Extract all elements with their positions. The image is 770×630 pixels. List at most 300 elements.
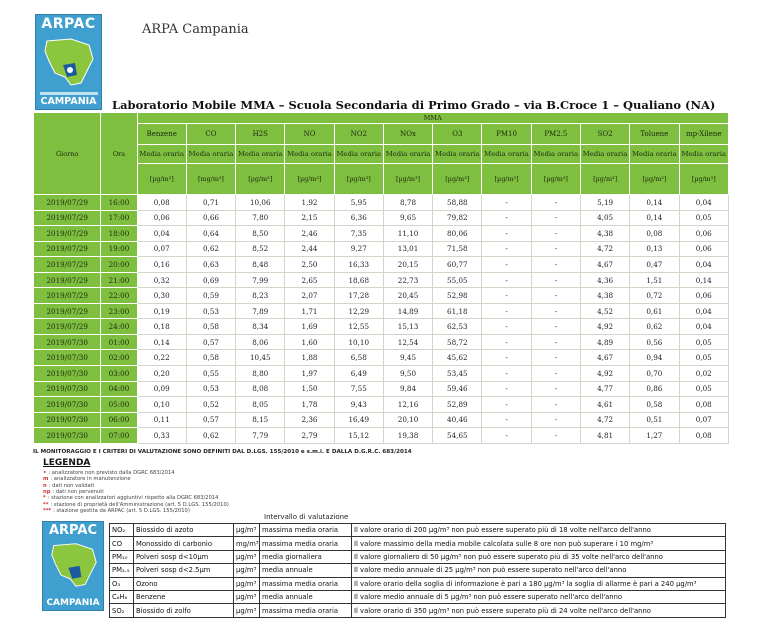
- value-cell: 16,49: [334, 412, 383, 428]
- logo-small-bottom-text: CAMPANIA: [46, 598, 100, 608]
- table-row: [34, 428, 729, 444]
- limit-desc-cell: Il valore orario di 350 µg/m³ non può essere superato più di 24 volte nell'arco dell'anno: [352, 604, 726, 617]
- value-cell: 10,06: [236, 195, 285, 211]
- value-cell: 2,07: [285, 288, 334, 304]
- value-cell: 0,06: [679, 226, 729, 242]
- value-cell: 0,05: [679, 381, 729, 397]
- value-cell: 0,14: [679, 272, 729, 288]
- limit-row: [110, 604, 726, 617]
- table-row: [34, 241, 729, 257]
- value-cell: 0,05: [679, 334, 729, 350]
- value-cell: -: [482, 412, 531, 428]
- legend-text: : stazione gestita da ARPAC (art. 5 D.LGS. 155/2010): [53, 507, 190, 514]
- value-cell: 7,89: [236, 303, 285, 319]
- value-cell: 0,61: [630, 303, 679, 319]
- value-cell: 9,65: [383, 210, 432, 226]
- table-row: [34, 272, 729, 288]
- limit-name-cell: Monossido di carbonio: [134, 537, 234, 550]
- value-cell: 0,05: [679, 210, 729, 226]
- value-cell: 52,89: [433, 397, 482, 413]
- value-cell: 10,45: [236, 350, 285, 366]
- hour-cell: 05:00: [101, 397, 137, 413]
- value-cell: 0,69: [186, 272, 235, 288]
- interval-title: Intervallo di valutazione: [264, 513, 349, 521]
- hour-cell: 01:00: [101, 334, 137, 350]
- value-cell: 0,94: [630, 350, 679, 366]
- table-row: [34, 366, 729, 382]
- value-cell: -: [482, 428, 531, 444]
- stat-header: Media oraria: [383, 145, 432, 164]
- value-cell: 40,46: [433, 412, 482, 428]
- value-cell: 0,16: [137, 257, 186, 273]
- col-header-giorno: Giorno: [34, 113, 101, 195]
- value-cell: 0,56: [630, 334, 679, 350]
- stat-header: Media oraria: [482, 145, 531, 164]
- value-cell: 2,50: [285, 257, 334, 273]
- limit-row: [110, 550, 726, 563]
- value-cell: 4,67: [580, 257, 629, 273]
- limit-unit-cell: µg/m³: [234, 564, 260, 577]
- value-cell: 0,06: [679, 288, 729, 304]
- value-cell: 0,04: [137, 226, 186, 242]
- value-cell: 18,68: [334, 272, 383, 288]
- value-cell: 0,04: [679, 257, 729, 273]
- limit-row: [110, 590, 726, 603]
- limit-unit-cell: µg/m³: [234, 604, 260, 617]
- stat-header: Media oraria: [630, 145, 679, 164]
- pollutant-header: NO2: [334, 124, 383, 145]
- pollutant-header: H2S: [236, 124, 285, 145]
- table-row: [34, 319, 729, 335]
- value-cell: 0,53: [186, 303, 235, 319]
- value-cell: 59,46: [433, 381, 482, 397]
- value-cell: 8,34: [236, 319, 285, 335]
- limit-row: [110, 577, 726, 590]
- table-row: [34, 397, 729, 413]
- hour-cell: 06:00: [101, 412, 137, 428]
- value-cell: -: [482, 319, 531, 335]
- limits-table: [109, 523, 726, 618]
- limit-desc-cell: Il valore orario di 200 µg/m³ non può essere superato più di 18 volte nell'arco dell'anno: [352, 524, 726, 537]
- day-cell: 2019/07/29: [34, 210, 101, 226]
- day-cell: 2019/07/30: [34, 397, 101, 413]
- legend-text: : stazione con analizzatori aggiuntivi rispetto alla DGRC 683/2014: [47, 495, 219, 502]
- table-row: [34, 381, 729, 397]
- value-cell: 7,55: [334, 381, 383, 397]
- value-cell: 0,32: [137, 272, 186, 288]
- value-cell: 0,86: [630, 381, 679, 397]
- value-cell: -: [482, 288, 531, 304]
- value-cell: 0,55: [186, 366, 235, 382]
- value-cell: 9,84: [383, 381, 432, 397]
- table-row: [34, 303, 729, 319]
- value-cell: 4,89: [580, 334, 629, 350]
- limit-name-cell: Biossido di zolfo: [134, 604, 234, 617]
- value-cell: 55,05: [433, 272, 482, 288]
- value-cell: 0,07: [137, 241, 186, 257]
- value-cell: -: [531, 195, 580, 211]
- value-cell: 14,89: [383, 303, 432, 319]
- value-cell: 0,58: [186, 319, 235, 335]
- legend-item: [43, 495, 218, 501]
- value-cell: 4,05: [580, 210, 629, 226]
- pollutant-header: PM2.5: [531, 124, 580, 145]
- value-cell: 19,38: [383, 428, 432, 444]
- pollutant-header: PM10: [482, 124, 531, 145]
- value-cell: 4,81: [580, 428, 629, 444]
- value-cell: -: [482, 381, 531, 397]
- legend-symbol: **: [43, 501, 49, 508]
- value-cell: 4,61: [580, 397, 629, 413]
- value-cell: 58,88: [433, 195, 482, 211]
- stat-header: Media oraria: [433, 145, 482, 164]
- station-header: MMA: [137, 113, 728, 124]
- legend-symbol: •: [43, 470, 47, 476]
- legend-symbol: n: [43, 482, 47, 489]
- value-cell: 7,35: [334, 226, 383, 242]
- limit-period-cell: media annuale: [260, 590, 352, 603]
- stat-header: Media oraria: [679, 145, 729, 164]
- hour-cell: 24:00: [101, 319, 137, 335]
- value-cell: -: [531, 303, 580, 319]
- value-cell: 0,10: [137, 397, 186, 413]
- unit-header: [µg/m³]: [285, 164, 334, 195]
- value-cell: 54,65: [433, 428, 482, 444]
- value-cell: -: [531, 226, 580, 242]
- hour-cell: 21:00: [101, 272, 137, 288]
- table-row: [34, 210, 729, 226]
- unit-header: [mg/m³]: [186, 164, 235, 195]
- value-cell: 0,30: [137, 288, 186, 304]
- unit-header: [µg/m³]: [482, 164, 531, 195]
- value-cell: 8,08: [236, 381, 285, 397]
- value-cell: 4,72: [580, 412, 629, 428]
- pollutant-header: O3: [433, 124, 482, 145]
- day-cell: 2019/07/29: [34, 226, 101, 242]
- value-cell: -: [531, 428, 580, 444]
- hour-cell: 23:00: [101, 303, 137, 319]
- value-cell: 0,06: [137, 210, 186, 226]
- value-cell: 0,14: [137, 334, 186, 350]
- value-cell: 7,79: [236, 428, 285, 444]
- value-cell: 0,08: [630, 226, 679, 242]
- value-cell: 17,28: [334, 288, 383, 304]
- legend-text: : analizzatore in manutenzione: [50, 476, 131, 483]
- value-cell: -: [531, 397, 580, 413]
- stat-header: Media oraria: [137, 145, 186, 164]
- value-cell: 8,06: [236, 334, 285, 350]
- unit-header: [µg/m³]: [137, 164, 186, 195]
- value-cell: 0,51: [630, 412, 679, 428]
- org-name: ARPA Campania: [142, 22, 249, 37]
- measurements-table: [33, 112, 729, 444]
- value-cell: 22,73: [383, 272, 432, 288]
- logo-small-top-text: ARPAC: [48, 523, 97, 538]
- value-cell: 4,38: [580, 288, 629, 304]
- day-cell: 2019/07/29: [34, 195, 101, 211]
- stat-header: Media oraria: [186, 145, 235, 164]
- value-cell: 0,33: [137, 428, 186, 444]
- value-cell: -: [482, 303, 531, 319]
- value-cell: 0,08: [679, 428, 729, 444]
- value-cell: 0,62: [186, 241, 235, 257]
- unit-header: [µg/m³]: [679, 164, 729, 195]
- limit-unit-cell: µg/m³: [234, 524, 260, 537]
- value-cell: 1,97: [285, 366, 334, 382]
- value-cell: 1,60: [285, 334, 334, 350]
- value-cell: 9,45: [383, 350, 432, 366]
- limit-name-cell: Ozono: [134, 577, 234, 590]
- table-row: [34, 412, 729, 428]
- value-cell: 1,69: [285, 319, 334, 335]
- value-cell: 61,18: [433, 303, 482, 319]
- value-cell: 4,92: [580, 366, 629, 382]
- value-cell: 0,07: [679, 412, 729, 428]
- limit-code-cell: PM₁₀: [110, 550, 134, 563]
- pollutant-header: mp-Xilene: [679, 124, 729, 145]
- day-cell: 2019/07/30: [34, 412, 101, 428]
- value-cell: 0,20: [137, 366, 186, 382]
- value-cell: 0,58: [630, 397, 679, 413]
- table-row: [34, 350, 729, 366]
- value-cell: 0,04: [679, 303, 729, 319]
- value-cell: 7,99: [236, 272, 285, 288]
- value-cell: 4,38: [580, 226, 629, 242]
- value-cell: 0,11: [137, 412, 186, 428]
- table-row: [34, 226, 729, 242]
- day-cell: 2019/07/29: [34, 272, 101, 288]
- value-cell: 2,79: [285, 428, 334, 444]
- hour-cell: 17:00: [101, 210, 137, 226]
- limit-unit-cell: µg/m³: [234, 590, 260, 603]
- value-cell: 0,14: [630, 210, 679, 226]
- value-cell: 2,46: [285, 226, 334, 242]
- value-cell: 0,62: [630, 319, 679, 335]
- pollutant-header: Benzene: [137, 124, 186, 145]
- value-cell: 0,70: [630, 366, 679, 382]
- limit-code-cell: PM₂.₅: [110, 564, 134, 577]
- value-cell: 0,05: [679, 350, 729, 366]
- value-cell: 8,50: [236, 226, 285, 242]
- limit-period-cell: media giornaliera: [260, 550, 352, 563]
- value-cell: 2,15: [285, 210, 334, 226]
- value-cell: 9,50: [383, 366, 432, 382]
- value-cell: -: [482, 226, 531, 242]
- legend-item: [43, 502, 229, 508]
- value-cell: 80,06: [433, 226, 482, 242]
- value-cell: 1,71: [285, 303, 334, 319]
- day-cell: 2019/07/29: [34, 319, 101, 335]
- value-cell: 4,67: [580, 350, 629, 366]
- limit-period-cell: media annuale: [260, 564, 352, 577]
- value-cell: -: [482, 210, 531, 226]
- limit-desc-cell: Il valore medio annuale di 25 µg/m³ non può essere superato nell'arco dell'anno: [352, 564, 726, 577]
- value-cell: 8,52: [236, 241, 285, 257]
- value-cell: 0,06: [679, 241, 729, 257]
- value-cell: 1,50: [285, 381, 334, 397]
- legend-title: LEGENDA: [43, 458, 91, 468]
- value-cell: 0,04: [679, 195, 729, 211]
- value-cell: 15,12: [334, 428, 383, 444]
- table-row: [34, 195, 729, 211]
- value-cell: 0,66: [186, 210, 235, 226]
- limit-row: [110, 537, 726, 550]
- value-cell: 0,19: [137, 303, 186, 319]
- limit-unit-cell: µg/m³: [234, 550, 260, 563]
- value-cell: 4,92: [580, 319, 629, 335]
- value-cell: 11,10: [383, 226, 432, 242]
- day-cell: 2019/07/30: [34, 381, 101, 397]
- value-cell: 8,23: [236, 288, 285, 304]
- limit-name-cell: Polveri sosp d<10µm: [134, 550, 234, 563]
- legend-text: : analizzatore non previsto dalla DGRC 683/2014: [48, 470, 175, 476]
- limit-name-cell: Polveri sosp d<2.5µm: [134, 564, 234, 577]
- value-cell: 1,27: [630, 428, 679, 444]
- value-cell: 1,51: [630, 272, 679, 288]
- stat-header: Media oraria: [334, 145, 383, 164]
- value-cell: 8,05: [236, 397, 285, 413]
- stat-header-row: [34, 145, 729, 164]
- value-cell: -: [482, 257, 531, 273]
- hour-cell: 07:00: [101, 428, 137, 444]
- logo-bottom-text: CAMPANIA: [40, 96, 97, 107]
- value-cell: 6,36: [334, 210, 383, 226]
- limit-period-cell: massima media oraria: [260, 524, 352, 537]
- value-cell: 60,77: [433, 257, 482, 273]
- limit-desc-cell: Il valore medio annuale di 5 µg/m³ non può essere superato nell'arco dell'anno: [352, 590, 726, 603]
- value-cell: 13,01: [383, 241, 432, 257]
- unit-header: [µg/m³]: [531, 164, 580, 195]
- hour-cell: 18:00: [101, 226, 137, 242]
- value-cell: -: [531, 241, 580, 257]
- day-cell: 2019/07/29: [34, 303, 101, 319]
- value-cell: 20,15: [383, 257, 432, 273]
- value-cell: 20,10: [383, 412, 432, 428]
- stat-header: Media oraria: [236, 145, 285, 164]
- limit-name-cell: Benzene: [134, 590, 234, 603]
- value-cell: 53,45: [433, 366, 482, 382]
- value-cell: 12,29: [334, 303, 383, 319]
- value-cell: 8,15: [236, 412, 285, 428]
- value-cell: 0,04: [679, 319, 729, 335]
- hour-cell: 03:00: [101, 366, 137, 382]
- pollutant-header: SO2: [580, 124, 629, 145]
- value-cell: 12,16: [383, 397, 432, 413]
- pollutant-header: Toluene: [630, 124, 679, 145]
- hour-cell: 16:00: [101, 195, 137, 211]
- value-cell: 0,14: [630, 195, 679, 211]
- value-cell: 0,64: [186, 226, 235, 242]
- value-cell: 62,53: [433, 319, 482, 335]
- legend-item: [43, 483, 94, 489]
- value-cell: 79,82: [433, 210, 482, 226]
- limit-period-cell: massima media oraria: [260, 577, 352, 590]
- unit-header: [µg/m³]: [334, 164, 383, 195]
- unit-header: [µg/m³]: [433, 164, 482, 195]
- value-cell: -: [482, 272, 531, 288]
- report-title: Laboratorio Mobile MMA – Scuola Secondaria di Primo Grado – via B.Croce 1 – Qualiano (NA): [112, 98, 716, 112]
- limit-code-cell: C₆H₆: [110, 590, 134, 603]
- value-cell: -: [531, 257, 580, 273]
- value-cell: 12,54: [383, 334, 432, 350]
- value-cell: 71,58: [433, 241, 482, 257]
- value-cell: 20,45: [383, 288, 432, 304]
- legend-text: : dati non pervenuti: [52, 488, 104, 495]
- legend-symbol: ***: [43, 507, 52, 514]
- value-cell: -: [482, 334, 531, 350]
- value-cell: 0,72: [630, 288, 679, 304]
- limit-code-cell: SO₂: [110, 604, 134, 617]
- value-cell: -: [531, 334, 580, 350]
- value-cell: 45,62: [433, 350, 482, 366]
- pollutant-header-row: [34, 124, 729, 145]
- day-cell: 2019/07/29: [34, 241, 101, 257]
- day-cell: 2019/07/30: [34, 428, 101, 444]
- limit-desc-cell: Il valore massimo della media mobile calcolata sulle 8 ore non può superare i 10 mg/m³: [352, 537, 726, 550]
- day-cell: 2019/07/30: [34, 334, 101, 350]
- value-cell: 0,58: [186, 350, 235, 366]
- value-cell: -: [531, 381, 580, 397]
- limit-period-cell: massima media oraria: [260, 537, 352, 550]
- value-cell: -: [482, 366, 531, 382]
- legend-text: : dati non validati: [48, 482, 95, 489]
- legend-item: [43, 476, 131, 482]
- value-cell: 5,19: [580, 195, 629, 211]
- value-cell: 0,57: [186, 334, 235, 350]
- legend-symbol: *: [43, 495, 46, 502]
- value-cell: 2,36: [285, 412, 334, 428]
- value-cell: 12,55: [334, 319, 383, 335]
- legend-item: [43, 470, 175, 476]
- value-cell: 8,80: [236, 366, 285, 382]
- logo-top-text: ARPAC: [41, 16, 96, 32]
- value-cell: 0,08: [137, 195, 186, 211]
- value-cell: 0,22: [137, 350, 186, 366]
- value-cell: 4,77: [580, 381, 629, 397]
- value-cell: 15,13: [383, 319, 432, 335]
- arpac-logo-small: [42, 521, 104, 611]
- hour-cell: 19:00: [101, 241, 137, 257]
- value-cell: -: [482, 397, 531, 413]
- value-cell: 0,52: [186, 397, 235, 413]
- value-cell: 8,78: [383, 195, 432, 211]
- hour-cell: 20:00: [101, 257, 137, 273]
- value-cell: 0,62: [186, 428, 235, 444]
- value-cell: 0,13: [630, 241, 679, 257]
- table-row: [34, 288, 729, 304]
- value-cell: 1,92: [285, 195, 334, 211]
- value-cell: 58,72: [433, 334, 482, 350]
- unit-header: [µg/m³]: [630, 164, 679, 195]
- value-cell: -: [482, 350, 531, 366]
- value-cell: 0,57: [186, 412, 235, 428]
- value-cell: -: [531, 319, 580, 335]
- value-cell: 4,72: [580, 241, 629, 257]
- value-cell: 0,18: [137, 319, 186, 335]
- value-cell: 1,88: [285, 350, 334, 366]
- value-cell: -: [531, 210, 580, 226]
- value-cell: 9,43: [334, 397, 383, 413]
- hour-cell: 02:00: [101, 350, 137, 366]
- stat-header: Media oraria: [580, 145, 629, 164]
- day-cell: 2019/07/30: [34, 366, 101, 382]
- value-cell: 0,08: [679, 397, 729, 413]
- campania-map-icon: [41, 35, 97, 89]
- col-header-ora: Ora: [101, 113, 137, 195]
- value-cell: 0,53: [186, 381, 235, 397]
- value-cell: 6,58: [334, 350, 383, 366]
- hour-cell: 22:00: [101, 288, 137, 304]
